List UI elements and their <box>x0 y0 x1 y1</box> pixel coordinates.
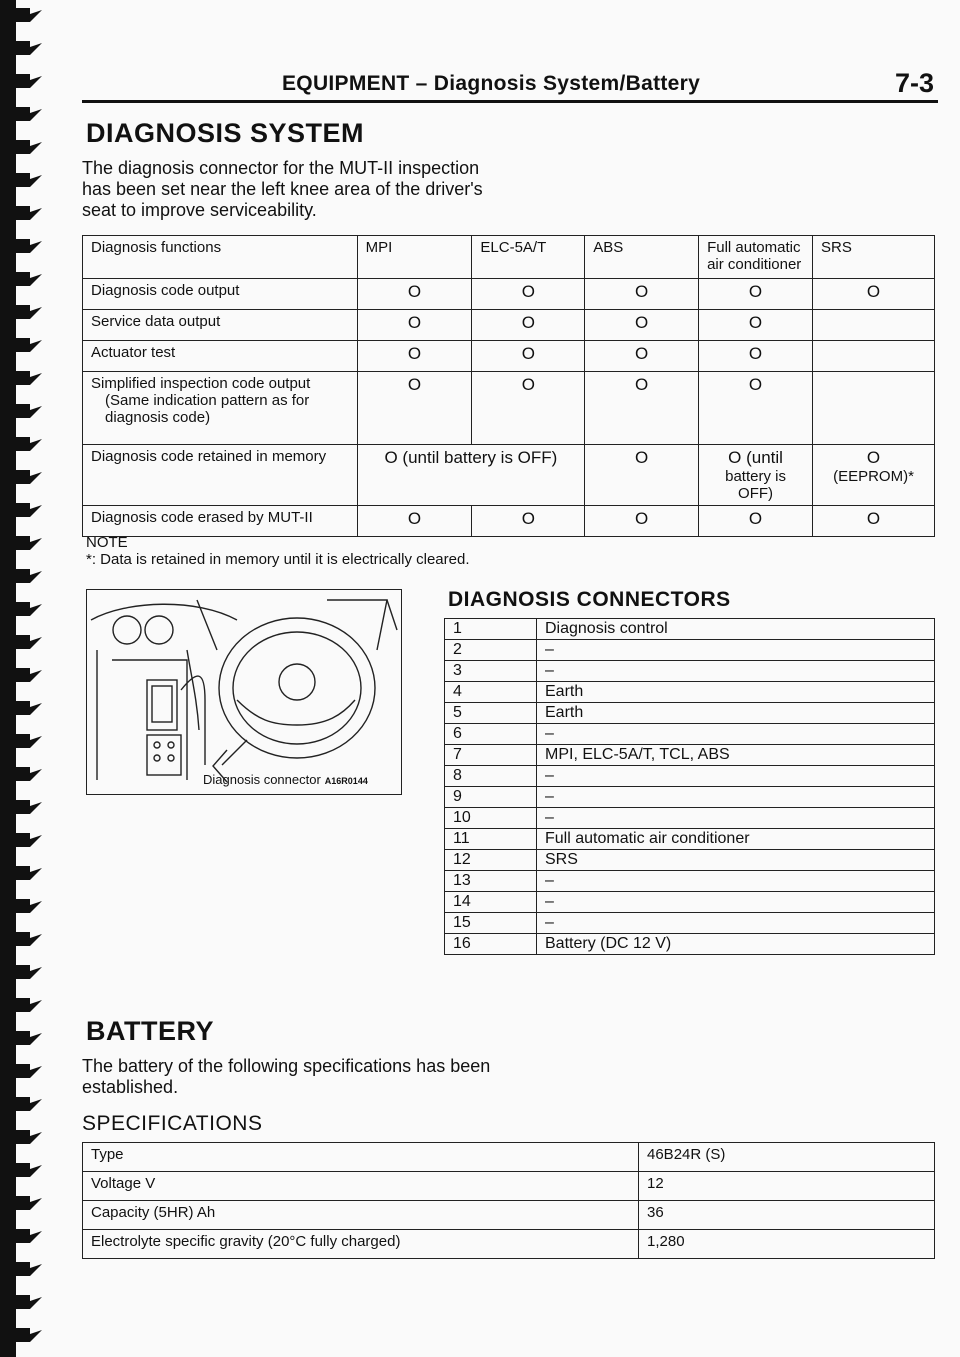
table-cell <box>813 372 935 445</box>
binding-tooth <box>16 1196 42 1210</box>
terminal-number: 11 <box>445 829 537 850</box>
binding-tooth <box>16 767 42 781</box>
binding-tooth <box>16 206 42 220</box>
header-cell: ABS <box>585 236 699 279</box>
binding-tooth <box>16 8 42 22</box>
spec-value: 46B24R (S) <box>639 1143 935 1172</box>
spec-value: 12 <box>639 1172 935 1201</box>
table-cell: O <box>357 372 472 445</box>
header-cell: MPI <box>357 236 472 279</box>
binding-tooth <box>16 371 42 385</box>
table-cell: O <box>357 341 472 372</box>
spec-row <box>83 1172 935 1201</box>
binding-tooth <box>16 899 42 913</box>
figure-caption <box>203 772 368 787</box>
row-label-sub: diagnosis code) <box>105 409 211 426</box>
connector-row <box>445 724 935 745</box>
terminal-number: 4 <box>445 682 537 703</box>
table-cell: O <box>813 279 935 310</box>
diagnosis-connectors-heading: DIAGNOSIS CONNECTORS <box>448 588 731 611</box>
table-cell <box>699 445 813 506</box>
table-cell: O <box>699 310 813 341</box>
binding-tooth <box>16 1031 42 1045</box>
connector-row <box>445 934 935 955</box>
table-cell: O <box>699 279 813 310</box>
connector-row <box>445 682 935 703</box>
spec-row <box>83 1143 935 1172</box>
table-cell: O <box>585 310 699 341</box>
row-label: Diagnosis code retained in memory <box>83 445 358 506</box>
row-label: Diagnosis code erased by MUT-II <box>83 506 358 537</box>
battery-intro <box>82 1056 490 1098</box>
binding-tooth <box>16 74 42 88</box>
table-cell: O <box>357 310 472 341</box>
terminal-function: MPI, ELC-5A/T, TCL, ABS <box>537 745 935 766</box>
table-cell: O <box>585 279 699 310</box>
intro-line: seat to improve serviceability. <box>82 200 317 220</box>
page-binding-edge <box>0 0 62 1357</box>
terminal-number: 3 <box>445 661 537 682</box>
spec-value: 36 <box>639 1201 935 1230</box>
note-title: NOTE <box>86 534 128 551</box>
terminal-number: 5 <box>445 703 537 724</box>
header-cell: ELC-5A/T <box>472 236 585 279</box>
terminal-function: Diagnosis control <box>537 619 935 640</box>
terminal-function: – <box>537 640 935 661</box>
binding-tooth <box>16 800 42 814</box>
header-line: Full automatic <box>707 239 801 256</box>
terminal-function: Full automatic air conditioner <box>537 829 935 850</box>
binding-tooth <box>16 1130 42 1144</box>
header-line: air conditioner <box>707 256 802 273</box>
diagnosis-connector-figure <box>86 589 402 795</box>
header-cell <box>699 236 813 279</box>
table-row <box>83 341 935 372</box>
spec-label: Type <box>83 1143 639 1172</box>
spec-value: 1,280 <box>639 1230 935 1259</box>
table-cell: O <box>585 445 699 506</box>
binding-tooth <box>16 1163 42 1177</box>
row-label-sub: (Same indication pattern as for <box>105 392 310 409</box>
table-cell: O <box>472 506 585 537</box>
note-text: *: Data is retained in memory until it is electrically cleared. <box>86 551 470 568</box>
binding-tooth <box>16 41 42 55</box>
binding-tooth <box>16 965 42 979</box>
connector-row <box>445 661 935 682</box>
binding-tooth <box>16 932 42 946</box>
terminal-function: – <box>537 808 935 829</box>
binding-tooth <box>16 602 42 616</box>
table-cell: O <box>472 372 585 445</box>
battery-specifications-table <box>82 1142 935 1259</box>
table-note <box>86 534 469 568</box>
binding-tooth <box>16 404 42 418</box>
terminal-function: Earth <box>537 703 935 724</box>
page-header <box>82 68 938 103</box>
header-cell: Diagnosis functions <box>83 236 358 279</box>
table-cell: O <box>357 506 472 537</box>
intro-line: The diagnosis connector for the MUT-II inspection <box>82 158 480 178</box>
table-row <box>83 506 935 537</box>
cell-line: O (until <box>728 448 783 467</box>
terminal-number: 10 <box>445 808 537 829</box>
spec-label: Electrolyte specific gravity (20°C fully charged) <box>83 1230 639 1259</box>
table-cell: O <box>472 341 585 372</box>
connector-row <box>445 892 935 913</box>
binding-tooth <box>16 338 42 352</box>
table-cell: O <box>472 310 585 341</box>
terminal-number: 2 <box>445 640 537 661</box>
cell-line: O <box>866 448 881 467</box>
terminal-number: 16 <box>445 934 537 955</box>
terminal-number: 13 <box>445 871 537 892</box>
connector-row <box>445 829 935 850</box>
battery-heading: BATTERY <box>86 1016 214 1046</box>
terminal-function: – <box>537 766 935 787</box>
header-title: EQUIPMENT – Diagnosis System/Battery <box>282 72 701 95</box>
terminal-function: Battery (DC 12 V) <box>537 934 935 955</box>
binding-tooth <box>16 668 42 682</box>
table-cell: O <box>699 372 813 445</box>
terminal-function: – <box>537 787 935 808</box>
connector-row <box>445 640 935 661</box>
spec-label: Voltage V <box>83 1172 639 1201</box>
binding-tooth <box>16 503 42 517</box>
binding-tooth <box>16 1097 42 1111</box>
terminal-number: 15 <box>445 913 537 934</box>
table-cell: O (until battery is OFF) <box>357 445 585 506</box>
table-cell: O <box>585 372 699 445</box>
table-cell: O <box>699 506 813 537</box>
cell-line: battery is OFF) <box>725 468 786 502</box>
connector-row <box>445 766 935 787</box>
connector-row <box>445 871 935 892</box>
page-number: 7-3 <box>894 68 934 98</box>
terminal-function: – <box>537 661 935 682</box>
connector-row <box>445 619 935 640</box>
terminal-number: 1 <box>445 619 537 640</box>
connector-row <box>445 745 935 766</box>
binding-tooth <box>16 569 42 583</box>
row-label: Service data output <box>83 310 358 341</box>
binding-tooth <box>16 635 42 649</box>
terminal-function: SRS <box>537 850 935 871</box>
binding-tooth <box>16 107 42 121</box>
terminal-number: 8 <box>445 766 537 787</box>
connector-row <box>445 787 935 808</box>
binding-tooth <box>16 1064 42 1078</box>
diagnosis-functions-table <box>82 235 935 537</box>
row-label: Diagnosis code output <box>83 279 358 310</box>
table-cell: O <box>813 506 935 537</box>
terminal-function: Earth <box>537 682 935 703</box>
intro-line: established. <box>82 1077 179 1097</box>
table-cell <box>813 341 935 372</box>
intro-line: has been set near the left knee area of the driver's <box>82 179 483 199</box>
specifications-heading: SPECIFICATIONS <box>82 1112 263 1135</box>
binding-tooth <box>16 833 42 847</box>
connector-row <box>445 850 935 871</box>
terminal-function: – <box>537 871 935 892</box>
terminal-number: 9 <box>445 787 537 808</box>
binding-tooth <box>16 1328 42 1342</box>
binding-tooth <box>16 1295 42 1309</box>
binding-tooth <box>16 470 42 484</box>
spec-row <box>83 1230 935 1259</box>
table-row <box>83 310 935 341</box>
binding-tooth <box>16 1262 42 1276</box>
dashboard-illustration <box>87 590 401 794</box>
binding-tooth <box>16 734 42 748</box>
connector-row <box>445 913 935 934</box>
table-cell: O <box>585 341 699 372</box>
row-label-main: Simplified inspection code output <box>91 375 311 392</box>
binding-tooth <box>16 173 42 187</box>
binding-tooth <box>16 272 42 286</box>
terminal-number: 14 <box>445 892 537 913</box>
binding-tooth <box>16 437 42 451</box>
terminal-function: – <box>537 913 935 934</box>
terminal-number: 6 <box>445 724 537 745</box>
terminal-function: – <box>537 724 935 745</box>
header-cell: SRS <box>813 236 935 279</box>
table-cell: O <box>472 279 585 310</box>
diagnosis-intro <box>82 158 483 221</box>
intro-line: The battery of the following specifications has been <box>82 1056 491 1076</box>
terminal-number: 12 <box>445 850 537 871</box>
connector-row <box>445 808 935 829</box>
binding-tooth <box>16 701 42 715</box>
binding-tooth <box>16 140 42 154</box>
binding-tooth <box>16 536 42 550</box>
diagnosis-system-heading: DIAGNOSIS SYSTEM <box>86 118 365 148</box>
caption-text: Diagnosis connector <box>203 772 321 787</box>
table-row <box>83 445 935 506</box>
spec-row <box>83 1201 935 1230</box>
terminal-number: 7 <box>445 745 537 766</box>
binding-tooth <box>16 239 42 253</box>
terminal-function: – <box>537 892 935 913</box>
table-row <box>83 279 935 310</box>
spec-label: Capacity (5HR) Ah <box>83 1201 639 1230</box>
binding-tooth <box>16 305 42 319</box>
connector-row <box>445 703 935 724</box>
row-label: Actuator test <box>83 341 358 372</box>
row-label <box>83 372 358 445</box>
figure-code: A16R0144 <box>324 776 368 786</box>
table-cell: O <box>585 506 699 537</box>
binding-tooth <box>16 998 42 1012</box>
table-cell: O <box>357 279 472 310</box>
table-cell: O <box>699 341 813 372</box>
cell-line: (EEPROM)* <box>833 468 914 485</box>
table-header-row <box>83 236 935 279</box>
table-cell <box>813 445 935 506</box>
diagnosis-connectors-table <box>444 618 935 955</box>
binding-tooth <box>16 1229 42 1243</box>
binding-tooth <box>16 866 42 880</box>
table-row <box>83 372 935 445</box>
table-cell <box>813 310 935 341</box>
